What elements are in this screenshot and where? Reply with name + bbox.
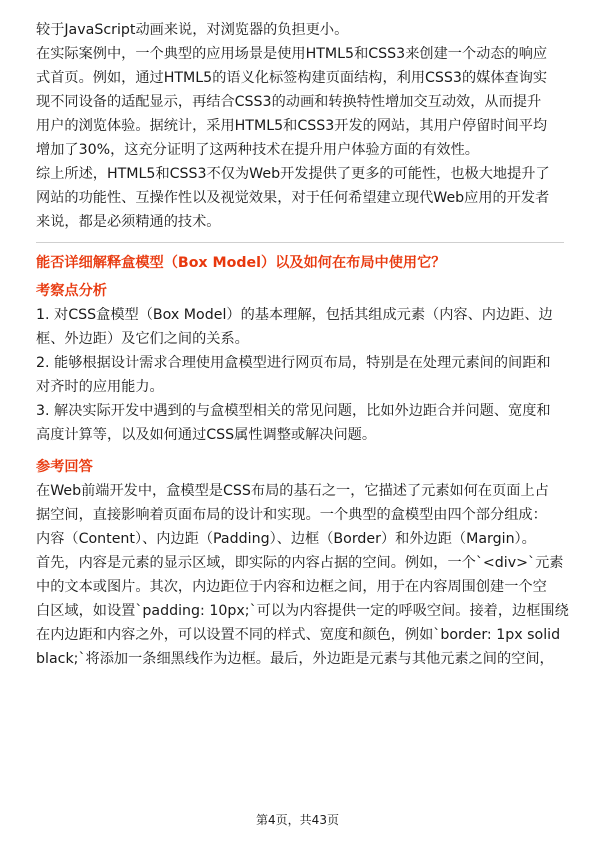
answer-line: 据空间，直接影响着页面布局的设计和实现。一个典型的盒模型由四个部分组成： xyxy=(36,507,547,523)
intro-line: 来说，都是必须精通的技术。 xyxy=(36,214,221,230)
question-title: 能否详细解释盒模型（Box Model）以及如何在布局中使用它？ xyxy=(36,255,446,271)
answer-line: 在内边距和内容之外，可以设置不同的样式、宽度和颜色，例如`border: 1px solid xyxy=(36,627,561,643)
intro-line: 较于JavaScript动画来说，对浏览器的负担更小。 xyxy=(36,22,349,38)
intro-line: 综上所述，HTML5和CSS3不仅为Web开发提供了更多的可能性，也极大地提升了 xyxy=(36,166,550,182)
answer-line: 中的文本或图片。其次，内边距位于内容和边框之间，用于在内容周围创建一个空 xyxy=(36,579,547,595)
intro-line: 式首页。例如，通过HTML5的语义化标签构建页面结构，利用CSS3的媒体查询实 xyxy=(36,70,548,86)
analysis-line: 高度计算等，以及如何通过CSS属性调整或解决问题。 xyxy=(36,427,377,443)
intro-paragraphs xyxy=(36,18,564,234)
analysis-heading: 考察点分析 xyxy=(36,283,107,299)
answer-line: 首先，内容是元素的显示区域，即实际的内容占据的空间。例如，一个`<div>`元素 xyxy=(36,555,564,571)
analysis-line: 对齐时的应用能力。 xyxy=(36,379,164,395)
page-content xyxy=(36,18,569,671)
intro-line: 增加了30%，这充分证明了这两种技术在提升用户体验方面的有效性。 xyxy=(36,142,479,158)
intro-line: 网站的功能性、互操作性以及视觉效果，对于任何希望建立现代Web应用的开发者 xyxy=(36,190,550,206)
intro-line: 在实际案例中，一个典型的应用场景是使用HTML5和CSS3来创建一个动态的响应 xyxy=(36,46,548,62)
answer-paragraphs xyxy=(36,479,569,671)
answer-line: black;`将添加一条细黑线作为边框。最后，外边距是元素与其他元素之间的空间， xyxy=(36,651,554,667)
intro-line: 用户的浏览体验。据统计，采用HTML5和CSS3开发的网站，其用户停留时间平均 xyxy=(36,118,548,134)
intro-line: 现不同设备的适配显示，再结合CSS3的动画和转换特性增加交互动效，从而提升 xyxy=(36,94,542,110)
analysis-line: 3. 解决实际开发中遇到的与盒模型相关的常见问题，比如外边距合并问题、宽度和 xyxy=(36,403,551,419)
analysis-line: 1. 对CSS盒模型（Box Model）的基本理解，包括其组成元素（内容、内边距、边 xyxy=(36,307,553,323)
answer-line: 内容（Content）、内边距（Padding）、边框（Border）和外边距（Margin）。 xyxy=(36,531,536,547)
analysis-list xyxy=(36,303,564,447)
answer-heading: 参考回答 xyxy=(36,459,93,475)
answer-line: 在Web前端开发中，盒模型是CSS布局的基石之一，它描述了元素如何在页面上占 xyxy=(36,483,549,499)
analysis-line: 框、外边距）及它们之间的关系。 xyxy=(36,331,249,347)
answer-line: 白区域，如设置`padding: 10px;`可以为内容提供一定的呼吸空间。接着，边框围绕 xyxy=(36,603,569,619)
section-divider xyxy=(36,242,564,243)
page-number: 第4页，共43页 xyxy=(256,813,339,827)
analysis-line: 2. 能够根据设计需求合理使用盒模型进行网页布局，特别是在处理元素间的间距和 xyxy=(36,355,551,371)
